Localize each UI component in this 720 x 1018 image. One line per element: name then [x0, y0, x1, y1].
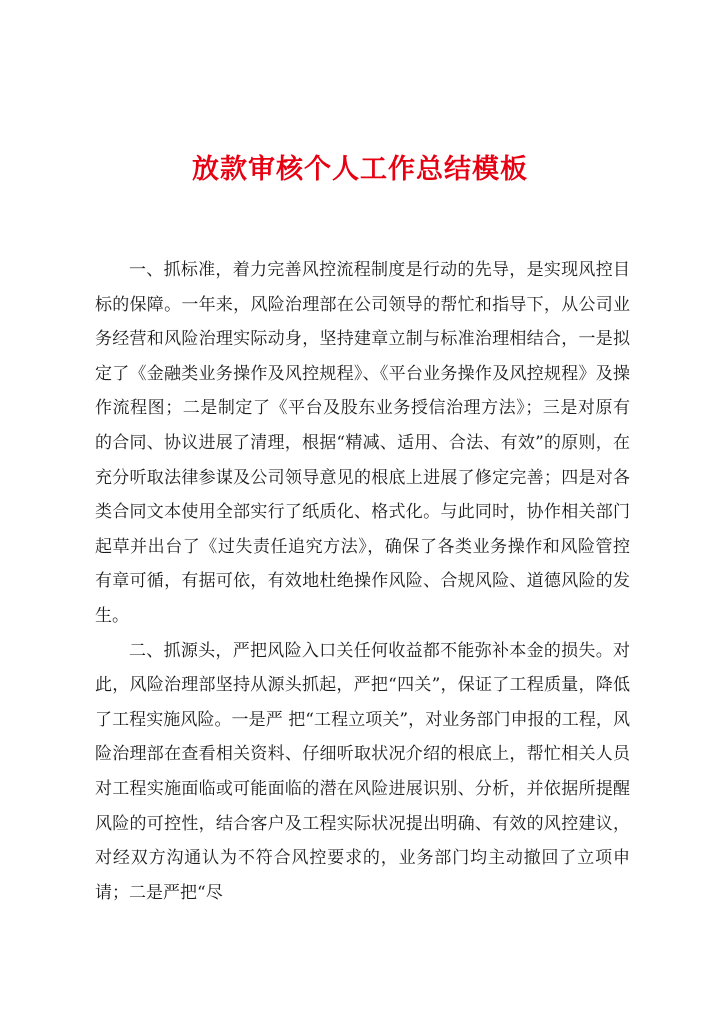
document-title: 放款审核个人工作总结模板 — [192, 154, 528, 185]
document-body — [95, 253, 630, 910]
paragraph-standards: 一、抓标准，着力完善风控流程制度是行动的先导，是实现风控目标的保障。一年来，风险治理部在公司领导的帮忙和指导下，从公司业务经营和风险治理实际动身，坚持建章立制与标准治理相结合，一是拟定了《金融类业务操作及风控规程》、《平台业务操作及风控规程》及操作流程图；二是制定了《平台及股东业务授信治理方法》；三是对原有的合同、协议进展了清理，根据“精减、适用、合法、有效”的原则，在充分听取法律参谋及公司领导意见的根底上进展了修定完善；四是对各类合同文本使用全部实行了纸质化、格式化。与此同时，协作相关部门起草并出台了《过失责任追究方法》，确保了各类业务操作和风险管控有章可循，有据可依，有效地杜绝操作风险、合规风险、道德风险的发生。 — [95, 260, 630, 626]
paragraph-source: 二、抓源头，严把风险入口关任何收益都不能弥补本金的损失。对此，风险治理部坚持从源头抓起，严把“四关”，保证了工程质量，降低了工程实施风险。一是严 把“工程立项关”，对业务部门申报的工程，风险治理部在查看相关资料、仔细听取状况介绍的根底上，帮忙相关人员对工程实施面临或可能面临的潜在风险进展识别、分析，并依据所提醒风险的可控性，结合客户及工程实际状况提出明确、有效的风控建议，对经双方沟通认为不符合风控要求的，业务部门均主动撤回了立项申请；二是严把“尽 — [95, 640, 630, 903]
